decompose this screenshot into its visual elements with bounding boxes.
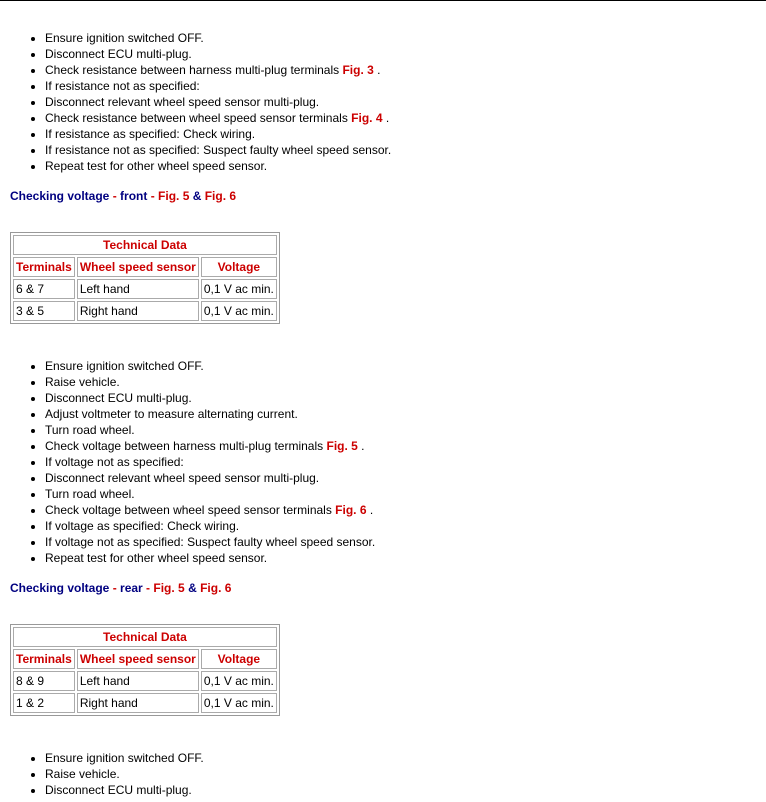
resistance-check-steps [10,30,760,174]
list-item [45,438,760,454]
table-cell: Left hand [77,671,199,691]
step-text: Check voltage between wheel speed sensor terminals [45,503,336,517]
technical-data-table-front [10,232,280,324]
list-item [45,750,760,766]
table-row [13,301,277,321]
fig-link[interactable]: Fig. 6 [204,189,237,203]
step-text: Raise vehicle. [45,375,120,389]
table-cell: 6 & 7 [13,279,75,299]
voltage-check-rear-steps [10,750,760,798]
table-cell: Right hand [77,301,199,321]
step-text: Repeat test for other wheel speed sensor. [45,551,268,565]
table-caption: Technical Data [13,627,277,647]
list-item [45,142,760,158]
col-header: Voltage [201,649,277,669]
list-item [45,550,760,566]
heading-sep: - [109,581,121,595]
heading-amp: & [189,189,205,203]
heading-sep: - [142,581,154,595]
table-cell: 0,1 V ac min. [201,279,277,299]
technical-data-table-rear [10,624,280,716]
list-item [45,454,760,470]
top-divider [0,0,766,1]
list-item [45,158,760,174]
step-text-after: . [373,63,381,77]
step-text: Disconnect ECU multi-plug. [45,783,192,797]
list-item [45,30,760,46]
step-text: Disconnect relevant wheel speed sensor multi-plug. [45,95,320,109]
list-item [45,422,760,438]
section-heading-rear [10,580,760,596]
list-item [45,390,760,406]
list-item [45,110,760,126]
list-item [45,78,760,94]
list-item [45,518,760,534]
step-text: Turn road wheel. [45,423,135,437]
list-item [45,406,760,422]
step-text-after: . [366,503,374,517]
heading-position: rear [120,581,143,595]
list-item [45,486,760,502]
list-item [45,782,760,798]
list-item [45,358,760,374]
document-body [10,8,760,798]
heading-sep: - [109,189,121,203]
section-heading-front [10,188,760,204]
list-item [45,766,760,782]
table-cell: 1 & 2 [13,693,75,713]
step-text: Repeat test for other wheel speed sensor. [45,159,268,173]
table-row [13,671,277,691]
fig-link[interactable]: Fig. 5 [153,581,185,595]
step-text: If resistance as specified: Check wiring. [45,127,256,141]
step-text: Check resistance between wheel speed sensor terminals [45,111,352,125]
table-cell: 8 & 9 [13,671,75,691]
table-cell: 3 & 5 [13,301,75,321]
step-text: Disconnect ECU multi-plug. [45,47,192,61]
table-cell: 0,1 V ac min. [201,301,277,321]
list-item [45,470,760,486]
list-item [45,62,760,78]
list-item [45,502,760,518]
table-cell: 0,1 V ac min. [201,671,277,691]
heading-position: front [120,189,148,203]
fig-link[interactable]: Fig. 3 [342,63,374,77]
heading-amp: & [184,581,201,595]
step-text: If voltage as specified: Check wiring. [45,519,240,533]
heading-title: Checking voltage [10,189,110,203]
step-text: Disconnect ECU multi-plug. [45,391,192,405]
step-text: If resistance not as specified: Suspect faulty wheel speed sensor. [45,143,392,157]
step-text-after: . [382,111,390,125]
fig-link[interactable]: Fig. 4 [351,111,383,125]
step-text: Disconnect relevant wheel speed sensor multi-plug. [45,471,320,485]
col-header: Voltage [201,257,277,277]
voltage-check-front-steps [10,358,760,566]
fig-link[interactable]: Fig. 5 [158,189,190,203]
step-text: Adjust voltmeter to measure alternating current. [45,407,298,421]
list-item [45,126,760,142]
step-text: If resistance not as specified: [45,79,200,93]
step-text: Check resistance between harness multi-plug terminals [45,63,343,77]
table-cell: 0,1 V ac min. [201,693,277,713]
col-header: Terminals [13,257,75,277]
col-header: Wheel speed sensor [77,257,199,277]
fig-link[interactable]: Fig. 6 [335,503,367,517]
heading-sep: - [147,189,159,203]
list-item [45,46,760,62]
step-text: Ensure ignition switched OFF. [45,751,204,765]
table-cell: Left hand [77,279,199,299]
table-cell: Right hand [77,693,199,713]
col-header: Wheel speed sensor [77,649,199,669]
list-item [45,374,760,390]
heading-title: Checking voltage [10,581,110,595]
table-row [13,693,277,713]
list-item [45,94,760,110]
step-text: Raise vehicle. [45,767,120,781]
step-text: Check voltage between harness multi-plug terminals [45,439,327,453]
fig-link[interactable]: Fig. 5 [326,439,358,453]
step-text: Ensure ignition switched OFF. [45,31,204,45]
col-header: Terminals [13,649,75,669]
step-text-after: . [357,439,365,453]
fig-link[interactable]: Fig. 6 [200,581,232,595]
step-text: If voltage not as specified: Suspect faulty wheel speed sensor. [45,535,376,549]
table-caption: Technical Data [13,235,277,255]
table-row [13,279,277,299]
step-text: Turn road wheel. [45,487,135,501]
step-text: If voltage not as specified: [45,455,184,469]
step-text: Ensure ignition switched OFF. [45,359,204,373]
list-item [45,534,760,550]
